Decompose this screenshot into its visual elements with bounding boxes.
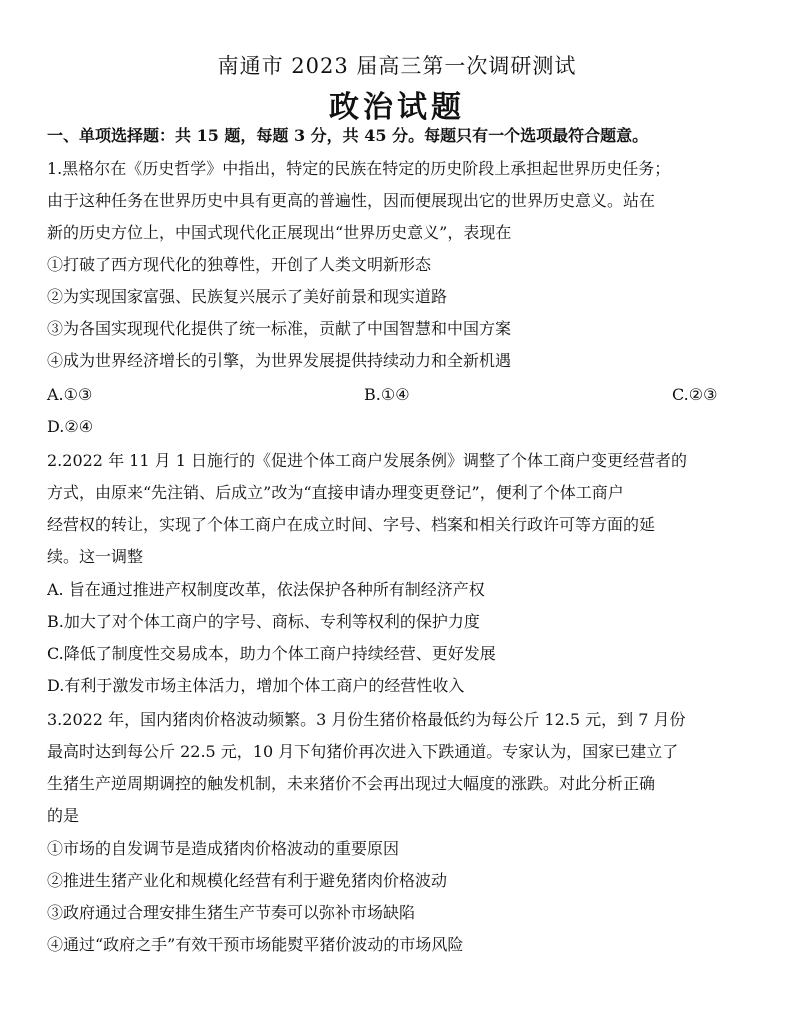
q2-stem-line: 方式，由原来“先注销、后成立”改为“直接申请办理变更登记”，便利了个体工商户	[47, 483, 624, 502]
q3-statement: ④通过“政府之手”有效干预市场能熨平猪价波动的市场风险	[47, 935, 464, 954]
q1-stem-line: 由于这种任务在世界历史中具有更高的普遍性，因而便展现出它的世界历史意义。站在	[47, 191, 656, 210]
q1-option-d: D.②④	[47, 417, 94, 436]
q1-stem-line: 新的历史方位上，中国式现代化正展现出“世界历史意义”，表现在	[47, 223, 512, 242]
q2-option-a: A. 旨在通过推进产权制度改革，依法保护各种所有制经济产权	[47, 580, 485, 599]
exam-title: 南通市 2023 届高三第一次调研测试	[217, 54, 577, 78]
q1-option-c: C.②③	[672, 385, 718, 404]
q3-stem-line: 生猪生产逆周期调控的触发机制，未来猪价不会再出现过大幅度的涨跌。对此分析正确	[47, 774, 656, 793]
section-heading: 一、单项选择题：共 15 题，每题 3 分，共 45 分。每题只有一个选项最符合题意。	[47, 126, 649, 145]
q3-statement: ②推进生猪产业化和规模化经营有利于避免猪肉价格波动	[47, 871, 448, 890]
q3-statement: ③政府通过合理安排生猪生产节奏可以弥补市场缺陷	[47, 903, 416, 922]
q1-statement: ②为实现国家富强、民族复兴展示了美好前景和现实道路	[47, 287, 448, 306]
q1-stem-line: 1.黑格尔在《历史哲学》中指出，特定的民族在特定的历史阶段上承担起世界历史任务；	[47, 159, 671, 178]
q1-statement: ①打破了西方现代化的独尊性，开创了人类文明新形态	[47, 255, 432, 274]
q1-statement: ④成为世界经济增长的引擎，为世界发展提供持续动力和全新机遇	[47, 351, 512, 370]
q2-stem-line: 2.2022 年 11 月 1 日施行的《促进个体工商户发展条例》调整了个体工商户变更经营者的	[47, 451, 687, 470]
q2-stem-line: 续。这一调整	[47, 547, 144, 566]
q1-option-b: B.①④	[364, 385, 410, 404]
q3-stem-line: 最高时达到每公斤 22.5 元，10 月下旬猪价再次进入下跌通道。专家认为，国家已建立了	[47, 742, 679, 761]
q1-statement: ③为各国实现现代化提供了统一标准，贡献了中国智慧和中国方案	[47, 319, 512, 338]
q3-statement: ①市场的自发调节是造成猪肉价格波动的重要原因	[47, 839, 400, 858]
q3-stem-line: 3.2022 年，国内猪肉价格波动频繁。3 月份生猪价格最低约为每公斤 12.5 元，到 7 月份	[47, 710, 686, 729]
q3-stem-line: 的是	[47, 806, 80, 825]
q2-option-c: C.降低了制度性交易成本，助力个体工商户持续经营、更好发展	[47, 644, 496, 663]
q2-option-b: B.加大了对个体工商户的字号、商标、专利等权利的保护力度	[47, 612, 480, 631]
q2-stem-line: 经营权的转让，实现了个体工商户在成立时间、字号、档案和相关行政许可等方面的延	[47, 515, 656, 534]
q2-option-d: D.有利于激发市场主体活力，增加个体工商户的经营性收入	[47, 676, 465, 695]
q1-option-a: A.①③	[47, 385, 93, 404]
subject-title: 政治试题	[329, 90, 465, 125]
